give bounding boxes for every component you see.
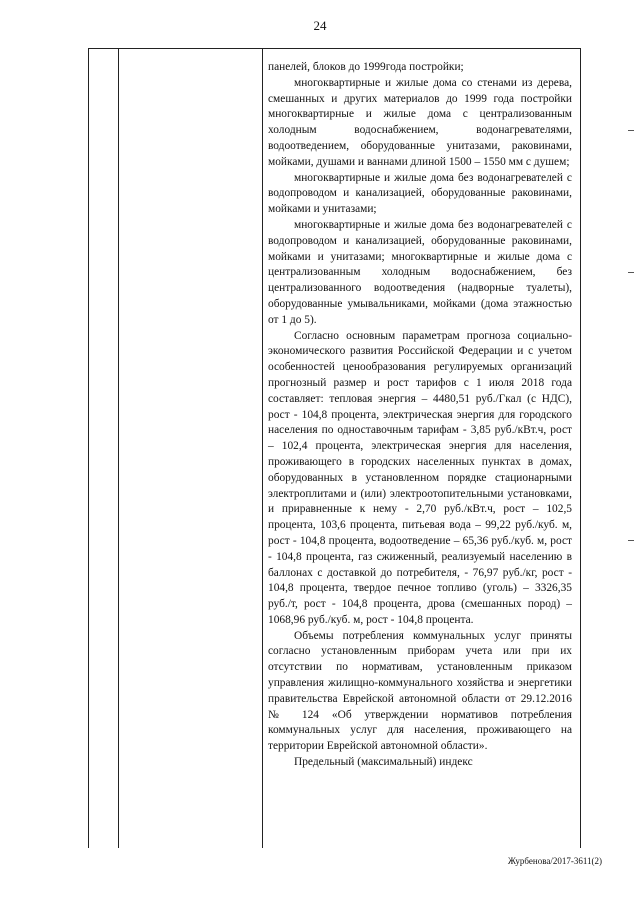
paragraph: многоквартирные и жилые дома без водонагревателей с водопроводом и канализацией, оборудованные раковинами, мойками и унитазами; — [268, 171, 572, 216]
paragraph: Объемы потребления коммунальных услуг приняты согласно установленным приборам учета или при их отсутствии по нормативам, установленным приказом управления жилищно-коммунального хозяйства и энергетики правительства Еврейской автономной области от 29.12.2016 № 124 «Об утверждении нормативов потребления коммунальных услуг для населения, проживающего на территории Еврейской автономной области». — [268, 629, 572, 753]
paragraph: многоквартирные и жилые дома без водонагревателей с водопроводом и канализацией, оборудованные раковинами, мойками и унитазами; многоквартирные и жилые дома с централизованным холодным водоснабжением, без централизованного водоотведения (надворные туалеты), оборудованные умывальниками, мойками (дома этажностью от 1 до 5). — [268, 218, 572, 326]
page-number: 24 — [313, 18, 327, 33]
margin-mark — [628, 272, 634, 273]
paragraph: панелей, блоков до 1999года постройки; — [268, 61, 464, 73]
margin-mark — [628, 540, 634, 541]
margin-mark — [628, 130, 634, 131]
table-column-divider — [118, 48, 119, 848]
table-border-left — [88, 48, 89, 848]
document-reference: Журбенова/2017-3611(2) — [507, 856, 602, 866]
paragraph: Предельный (максимальный) индекс — [294, 756, 473, 769]
table-border-right — [580, 48, 581, 848]
table-text-cell — [268, 60, 572, 771]
paragraph: многоквартирные и жилые дома со стенами из дерева, смешанных и других материалов до 1999 года постройки многоквартирные и жилые дома с централизованным холодным водоснабжением, водонагревателями, водоотведением, оборудованные унитазами, раковинами, мойками, душами и ваннами длиной 1500 – 1550 мм с душем; — [268, 76, 572, 168]
table-column-divider — [262, 48, 263, 848]
paragraph: Согласно основным параметрам прогноза социально-экономического развития Российской Федерации и с учетом особенностей ценообразования регулируемых организаций прогнозный размер и рост тарифов с 1 июля 2018 года составляет: тепловая энергия – 4480,51 руб./Гкал (с НДС), рост - 104,8 процента, электрическая энергия для городского населения по одноставочным тарифам - 3,85 руб./кВт.ч, рост – 102,4 процента, электрическая энергия для населения, проживающего в городских населенных пунктах в домах, оборудованных в установленном порядке стационарными электроплитами и (или) электроотопительными установками, и приравненные к нему - 2,70 руб./кВт.ч, рост – 102,5 процента, 103,6 процента, питьевая вода – 99,22 руб./куб. м, рост - 104,8 процента, водоотведение – 65,36 руб./куб. м, рост - 104,8 процента, газ сжиженный, реализуемый населению в баллонах с доставкой до потребителя, - 76,97 руб./кг, рост - 104,8 процента, твердое печное топливо (уголь) – 3326,35 руб./т, рост - 104,8 процента, дрова (смешанных пород) – 1068,96 руб./куб. м, рост - 104,8 процента. — [268, 329, 572, 626]
